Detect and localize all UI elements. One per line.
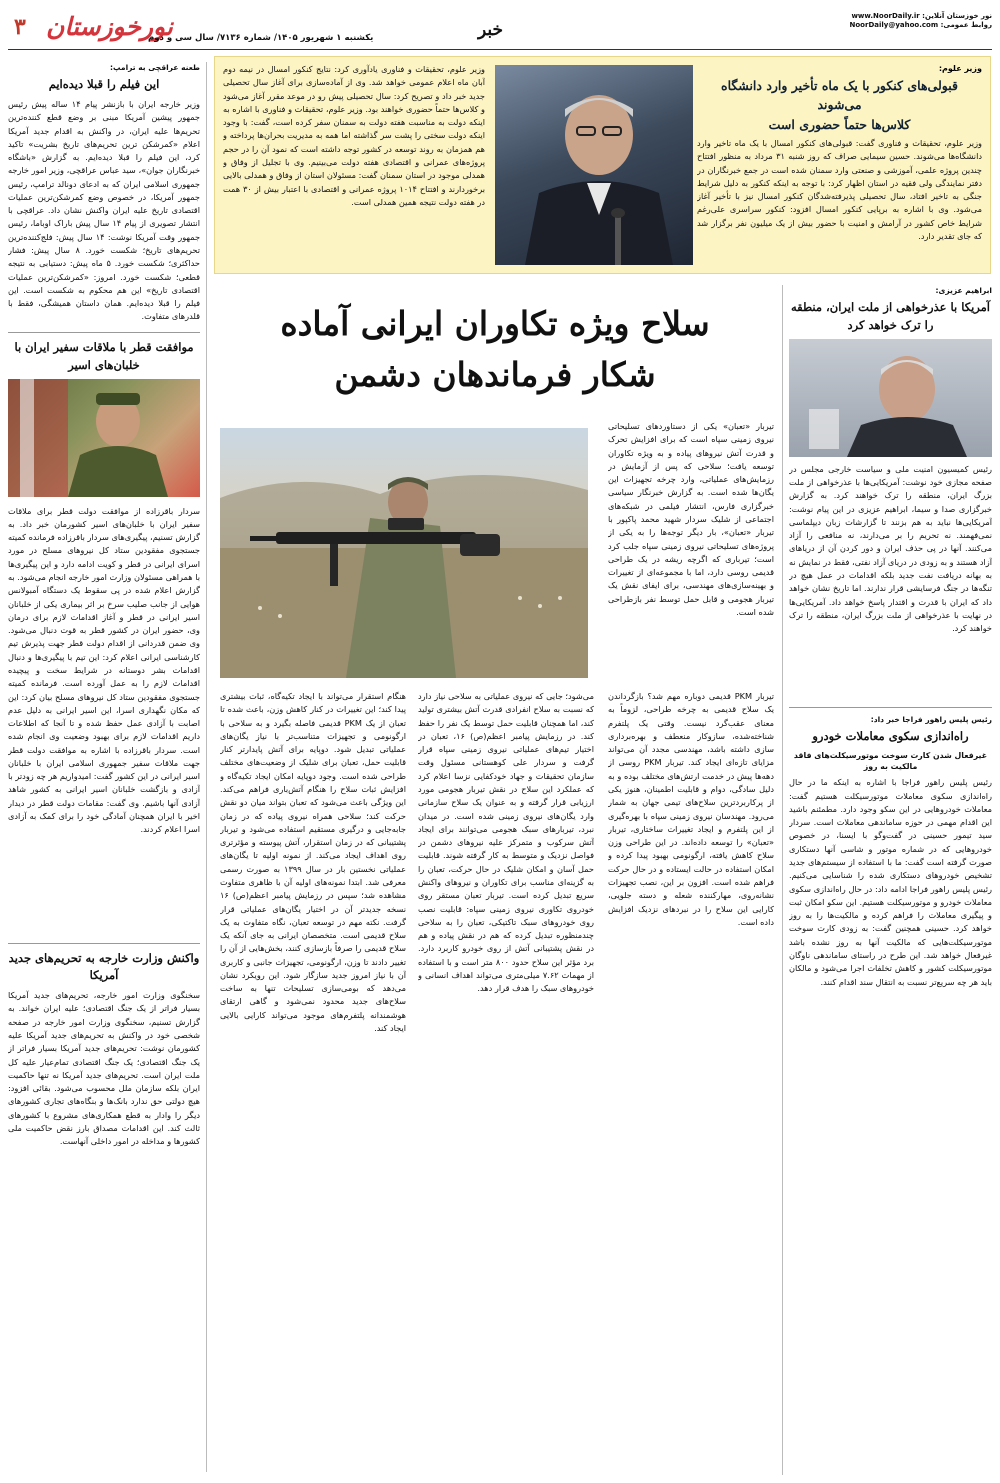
divider (8, 943, 200, 944)
divider (789, 707, 992, 708)
article-subheadline: غیرفعال شدن کارت سوخت موتورسیکلت‌های فاقد مالکیت به روز (793, 750, 988, 772)
photo-science-minister (495, 65, 693, 265)
main-headline-line-1: سلاح ویژه تکاوران ایرانی آماده (280, 304, 710, 343)
article-kicker: رئیس پلیس راهور فراجا خبر داد: (870, 714, 992, 724)
article-title: این فیلم را قبلا دیده‌ایم (48, 77, 160, 92)
divider (8, 332, 200, 333)
article-title: آمریکا با عذرخواهی از ملت ایران، منطقه را ترک خواهد کرد (791, 300, 990, 332)
article-title: واکنش وزارت خارجه به تحریم‌های جدید آمریکا (8, 950, 200, 983)
main-headline-line-2: شکار فرماندهان دشمن (334, 355, 656, 395)
article-body: سخنگوی وزارت امور خارجه، تحریم‌های جدید آمریکا بسیار فراتر از یک جنگ اقتصادی؛ علیه ایران خواند. به گزارش تسنیم، سخنگوی وزارت امور خارجه در صفحه شخصی خود در واکنش به تحریم‌های جدید آمریکا علیه کشورمان نوشت: تحریم‌های جدید آمریکا بسیار فراتر از یک جنگ اقتصادی؛ یک جنگ اقتصادی تمام‌عیار علیه کل ملت ایران است. تحریم‌های جدید آمریکا نه تنها حاکمیت ایران بلکه سازمان ملل محسوب می‌شود. بقائی افزود: هیچ دولتی حق ندارد بانک‌ها و بنگاه‌های تجاری کشورهای دیگر را وادار به قطع همکاری‌های مشروع با کشورهای ثالث کند. این اقدامات مصداق بارز نقض حاکمیت ملی کشورها و مداخله در امور داخلی آنهاست. (8, 990, 200, 1147)
masthead-rule (8, 49, 992, 50)
science-text-right (697, 63, 982, 265)
masthead (8, 10, 992, 50)
science-text-left (223, 63, 485, 263)
photo-commander (8, 379, 200, 497)
soldier-with-machine-gun-illustration (220, 428, 588, 678)
contact-website[interactable]: نور خوزستان آنلاین: www.NoorDaily.ir (851, 12, 992, 20)
left-column (8, 62, 200, 1472)
article-kicker: طعنه عراقچی به ترامپ: (109, 63, 200, 72)
azizi-portrait (789, 339, 992, 457)
right-column (789, 285, 992, 1475)
article-title: راه‌اندازی سکوی معاملات خودرو (812, 728, 969, 743)
contact-email[interactable]: روابط عمومی: NoorDaily@yahoo.com (849, 21, 992, 30)
portrait-illustration (8, 379, 200, 497)
article-body: سردار باقرزاده از موافقت دولت قطر برای ملاقات سفیر ایران با خلبان‌های اسیر کشورمان خبر داد. به گزارش تسنیم، پیگیری‌های سردار باقرزاده فرمانده کمیته جستجوی مفقودین ستاد کل نیروهای مسلح در مورد اسرای ایرانی در قطر و کویت ادامه دارد و این پیگیری‌ها با همراهی مسئولان وزارت امور خارجه انجام می‌شود. به گزارش اعلام شده در پی سقوط یک دستگاه آمبولانس هوایی از جانب صلیب سرخ بر اثر بیماری یکی از خلبانان اسیر ایرانی در قطر و آغاز اقدامات لازم برای درمان وی، حضور ایران در کشور قطر به قوت دنبال می‌شود. وی ضمن قدردانی از اقدام دولت قطر جهت پذیرش تیم کارشناسی ایرانی اعلام کرد: این تیم با پیگیری‌ها و دنبال اقدامات بشر دوستانه در شرایط سخت و پیچیده اقدامات لازم را به عمل آورده است. فرمانده کمیته جستجوی مفقودین ستاد کل نیروهای مسلح بیان کرد: این که مکان نگهداری اسرا، این اسیر ایرانی به دلیل عدم اصابت با آزادی عمل حفظ شده و تا آنجا که اطلاعات داریم اقدامات لازم برای بهبود وضعیت وی انجام شده است. سردار باقرزاده با اشاره به موافقت دولت قطر جهت ملاقات سفیر جمهوری اسلامی ایران با خلبانان اسیر ایرانی در این کشور گفت: امیدواریم هر چه زودتر با آزادی و بازگشت خلبانان اسیر ایرانی به کشور شاهد آزادی آنها باشیم. وی گفت: مقامات دولت قطر در دیدار اخیر با ایران همچنان آمادگی خود را برای کمک به آزادی اسرا اعلام کردند. (8, 505, 200, 835)
article-body: وزیر علوم، تحقیقات و فناوری گفت: قبولی‌های کنکور امسال با یک ماه تاخیر وارد دانشگاه‌ها می‌شوند. حسین سیمایی صراف که روز شنبه ۳۱ مرداد به منظور افتتاح چندین پروژه علمی، آموزشی و صنعتی وارد سمنان شده است در جمع خبرنگاران در دفتر نمایندگی ولی فقیه در استان اظهار کرد: با توجه به اینکه کنکور به دلیل شرایط جنگی به تاخیر افتاد، سال تحصیلی پذیرفته‌شدگان کنکور امسال نیز با تأخیر آغاز می‌شود. وی با اشاره به برپایی کنکور امسال افزود: کنکور سراسری علی‌رغم شرایط خاص کشور در آرامش و امنیت با حضور بیش از یک میلیون نفر برگزار شد که جای تقدیر دارد. (697, 138, 982, 242)
newspaper-logo: نورخوزستان (46, 12, 173, 41)
page-number: ۳ (14, 14, 26, 40)
photo-machine-gunner (220, 428, 588, 678)
main-story-column-3: هنگام استقرار می‌تواند با ایجاد تکیه‌گاه، ثبات بیشتری پیدا کند؛ این تغییرات در کنار کاهش وزن، باعث شده تا تعبان از یک PKM قدیمی فاصله بگیرد و به سلاحی با ارگونومی و تجهیزات متناسب‌تر با نیاز یگان‌های عملیاتی تبدیل شود. دوپایه برای آتش پایدارتر کنار قابلیت حمل، تعبان برای شلیک از وضعیت‌های مختلف طراحی شده است. وجود دوپایه امکان ایجاد تکیه‌گاه و افزایش ثبات سلاح را هنگام آتش‌باری فراهم می‌کند. این ویژگی باعث می‌شود که تعبان بتواند میان دو نقش حرکت کند؛ سلاحی همراه نیروی پیاده که در زمان جابه‌جایی و درگیری مستقیم استفاده می‌شود و تیربار پشتیبانی که در زمان استقرار، آتش پیوسته و مؤثرتری روی اهداف ایجاد می‌کند. از نمونه اولیه تا یگان‌های عملیاتی نخستین بار در سال ۱۳۹۹ به صورت رسمی معرفی شد. ابتدا نمونه‌های اولیه آن با ظاهری متفاوت مشاهده شد؛ سپس در رزمایش پیامبر اعظم(ص) ۱۶ نسخه جدیدتر آن در اختیار یگان‌های عملیاتی قرار گرفت. نکته مهم در توسعه تعبان، نگاه متفاوت به یک سلاح قدیمی است. متخصصان ایرانی به جای آنکه یک سلاح قدیمی را صرفاً بازسازی کنند، بخش‌هایی از آن را تغییر دادند تا وزن، ارگونومی، تجهیزات جانبی و کاربری آن با نیاز امروز جدید سازگار شود. این رویکرد نشان می‌دهد که بومی‌سازی تسلیحات تنها به ساخت سلاح‌های جدید محدود نمی‌شود و گاهی ارتقای هوشمندانه پلتفرم‌های موجود می‌تواند کارایی بالایی ایجاد کند. (220, 691, 406, 1034)
article-headline: قبولی‌های کنکور با یک ماه تأخیر وارد دانشگاه می‌شوند (721, 77, 958, 113)
article-body: وزیر خارجه ایران با بازنشر پیام ۱۴ ساله پیش رئیس جمهور پیشین آمریکا مبنی بر وضع قطع کننده‌ترین تحریم‌ها علیه ایران، در واکنش به اقدام جدید آمریکا اعلام «کمرشکن ترین تحریم‌های تاریخ بشریت» تاکید کرد، این فیلم را قبلا دیده‌ایم. به گزارش «باشگاه خبرنگاران جوان»، سید عباس عراقچی، وزیر امور خارجه جمهوری اسلامی ایران که به ادعای دونالد ترامپ، رئیس جمهور آمریکا، در خصوص وضع کمرشکن‌ترین عملیات اقتصادی تاریخ علیه ایران واکنش نشان داد. عراقچی با انتشار تصویری از پیام ۱۴ سال پیش باراک اوباما، رئیس جمهور وقت آمریکا نوشت: ۱۴ سال پیش: فلج‌کننده‌ترین تحریم‌های تاریخ؛ شکست خورد. ۸ سال پیش: فشار حداکثری؛ شکست خورد. ۵ ماه پیش: دستیابی به نتیجه قطعی؛ شکست خورد. امروز: «کمرشکن‌ترین عملیات اقتصادی تاریخ» این هم محکوم به شکست است. این فیلم را قبلا دیده‌ایم. همان داستان همیشگی، فقط با قلدرهای متفاوت. (8, 98, 200, 322)
contact-info (802, 12, 992, 31)
column-rule (782, 285, 783, 1475)
article-kicker: وزیر علوم: (938, 64, 982, 73)
article-body: رئیس کمیسیون امنیت ملی و سیاست خارجی مجلس در صفحه مجازی خود نوشت: آمریکایی‌ها با عذرخواهی از ملت بزرگ ایران، منطقه را ترک خواهند کرد. به گزارش خبرگزاری صدا و سیما، ابراهیم عزیزی در این پیام نوشت: آمریکایی‌ها نباید به هم بزنند تا گزارشات زبان دیپلماسی نمی‌فهمند. نه تحریم را بر می‌دارند، نه منافعی را آزاد می‌کنند. آنها در پی حذف ایران و دور کردن آن از دریاهای آزاد هستند و به زودی در دریای آزاد نفتی، فقط در نمایش نه به بهانه دریافت نفت جدید بلکه اقدامات در عمل هیچ در تنگه‌ها در جنگ فرسایشی قرار ندارند. اما تاریخ نشان خواهد داد که ایران با قدرت و اقتدار پاسخ خواهد داد. آمریکایی‌ها در نهایت با عذرخواهی از ملت بزرگ ایران، منطقه را ترک خواهند کرد. (789, 463, 992, 634)
dateline: یکشنبه ۱ شهریور ۱۴۰۵/ شماره ۷۱۳۶/ سال سی و دوم (148, 33, 374, 43)
column-rule (206, 62, 207, 1472)
main-story-column-1: تیربار «تعبان» یکی از دستاوردهای تسلیحاتی نیروی زمینی سپاه است که برای افزایش تحرک و قدرت آتش نیروهای پیاده و به ویژه تکاوران توسعه یافت؛ سلاحی که پس از آزمایش در رزمایش‌های عملیاتی، وارد چرخه تجهیزات این یگان‌ها شده است. به گزارش خبرنگار سیاسی خبرگزاری فارس، انتشار فیلمی در شبکه‌های اجتماعی از شلیک سردار شهید محمد پاکپور با تیربار «تعبان»، بار دیگر توجه‌ها را به یکی از پروژه‌های تسلیحاتی نیروی زمینی سپاه جلب کرد است؛ تیرباری که اگرچه ریشه در یک طراحی قدیمی روسی دارد، اما با مجموعه‌ای از تغییرات و بهینه‌سازی‌های مهندسی، برای ایفای نقش یک تیربار هجومی و قابل حمل توسط نفر بازطراحی شده است. (608, 421, 774, 617)
science-news-box (214, 56, 991, 274)
main-story-column-2: می‌شود؛ جایی که نیروی عملیاتی به سلاحی نیاز دارد که نسبت به سلاح انفرادی قدرت آتش بیشتری تولید کند، اما همچنان قابلیت حمل توسط یک نفر را حفظ کند. در رزمایش پیامبر اعظم(ص) ۱۶، تعبان در اختیار تیم‌های عملیاتی نیروی زمینی سپاه قرار گرفت و سردار علی کوهستانی مسئول وقت سازمان تحقیقات و جهاد خودکفایی نزسا اعلام کرد که عملکرد این سلاح در نقش تیربار هجومی مورد ارزیابی قرار گرفته و به عنوان یک سلاح سازمانی وارد یگان‌های نیروی زمینی شده است. در میدان نبرد، تیربارهای سبک هجومی می‌توانند برای ایجاد آتش سرکوب و متمرکز علیه نیروهای دشمن در فواصل نزدیک و متوسط به کار گرفته شوند. قابلیت حمل آسان و امکان شلیک در حال حرکت، تعبان را به گزینه‌ای مناسب برای تکاوران و نیروهای واکنش سریع تبدیل کرده است. تیربار تعبان مستقر روی خودروی تکاوری نیروی زمینی سپاه: قابلیت نصب روی خودروهای سبک تاکتیکی، تعبان را به سلاحی چندمنظوره تبدیل کرده که هم در نقش پیاده و هم در نقش پشتیبانی آتش از روی خودرو کاربرد دارد. برد مؤثر این سلاح حدود ۸۰۰ متر است و با استفاده از مهمات ۷.۶۲ میلی‌متری می‌تواند اهداف انسانی و خودروهای سبک را هدف قرار دهد. (418, 691, 594, 994)
main-headline (215, 298, 775, 400)
article-subheadline: کلاس‌ها حتماً حضوری است (768, 116, 911, 132)
photo-azizi (789, 339, 992, 457)
article-title: موافقت قطر با ملاقات سفیر ایران با خلبان‌های اسیر (14, 339, 194, 372)
main-story-column-1-continued: تیربار PKM قدیمی دوباره مهم شد؟ بازگرداندن یک سلاح قدیمی به چرخه طراحی، لزوماً به معنای عقب‌گرد نیست. وقتی یک پلتفرم شناخته‌شده، سازوکار منعطف و بهره‌برداری سازی داشته باشد، مهندسی مجدد آن می‌تواند مزایای تازه‌ای ایجاد کند. تیربار PKM روسی از دهه‌ها پیش در خدمت ارتش‌های مختلف بوده و به دلیل سادگی، دوام و قابلیت اطمینان، هنوز یکی از پرکاربردترین سلاح‌های تیمی جهان به شمار می‌رود. مهندسان نیروی زمینی سپاه با بهره‌گیری از این پلتفرم و ایجاد تغییرات ساختاری، تیربار «تعبان» را توسعه داده‌اند. در این طراحی وزن سلاح کاهش یافته، ارگونومی بهبود پیدا کرده و امکان استفاده در حالت ایستاده و در حال حرکت فراهم شده است. افزون بر این، نصب تجهیزات نشانه‌روی، مهارکننده شعله و دسته جلویی، کارایی این سلاح را در نبردهای نزدیک افزایش داده است. (608, 691, 774, 927)
brand-block (8, 10, 374, 46)
section-name: خبر (478, 20, 504, 40)
minister-portrait (495, 65, 693, 265)
article-body: رئیس پلیس راهور فراجا با اشاره به اینکه ما در حال راه‌اندازی سکوی معاملات موتورسیکلت هستیم گفت: معاملات خودروهایی در این سکو وجود دارد. مطمئنم باشید این اقدام مهمی در حوزه ساماندهی معاملات است. سردار سید تیمور حسینی در گفت‌وگو با ایسنا، در خصوص خودروهایی که در شماره موتور و شاسی آنها دستکاری صورت گرفته است گفت: ما با استفاده از سیستم‌های جدید تشخیص خودروهای دستکاری شده را شناسایی می‌کنیم. رئیس پلیس راهور فراجا ادامه داد: در حال راه‌اندازی سکوی معاملات خودرو و موتورسیکلت هستیم. این سکو امکان ثبت و پیگیری معاملات را فراهم کرده و مالکیت‌ها را به روز خواهد کرد. حسینی همچنین گفت: به زودی کارت سوخت موتورسیکلت‌هایی که مالکیت آنها به روز نشده باشد غیرفعال خواهد شد. این طرح در راستای ساماندهی ناوگان موتورسیکلت کشور و کاهش تخلفات اجرا می‌شود و مالکان باید هر چه سریع‌تر نسبت به انتقال سند اقدام کنند. (789, 777, 992, 987)
article-body: وزیر علوم، تحقیقات و فناوری یادآوری کرد: نتایج کنکور امسال در نیمه دوم آبان ماه اعلام عمومی خواهد شد. وی از آماده‌سازی برای آغاز سال تحصیلی جدید خبر داد و تصریح کرد: سال تحصیلی پیش رو در موعد مقرر آغاز می‌شود و کلاس‌ها حتماً حضوری خواهند بود. وزیر علوم، تحقیقات و فناوری با اشاره به اینکه دولت به مناسبت هفته دولت به سمنان سفر کرده است، گفت: با وجود اینکه دولت سختی را پشت سر گذاشته اما همه به مدیریت بحران‌ها پرداخته و هم همزمان به روند توسعه در کشور توجه داشته است که نمود آن را در حجم پروژه‌های عمرانی و اقتصادی هفته دولت می‌بینیم. وی با تجلیل از وفاق و همدلی موجود در استان سمنان گفت: مسئولان استان از وفاق و همدلی بالایی برخوردارند و افتتاح ۱۰۱۴ پروژه عمرانی و اقتصادی با اعتبار بیش از ۳۰ همت در هفته دولت نتیجه همین همدلی است. (223, 64, 485, 207)
article-kicker: ابراهیم عزیزی: (935, 286, 992, 295)
